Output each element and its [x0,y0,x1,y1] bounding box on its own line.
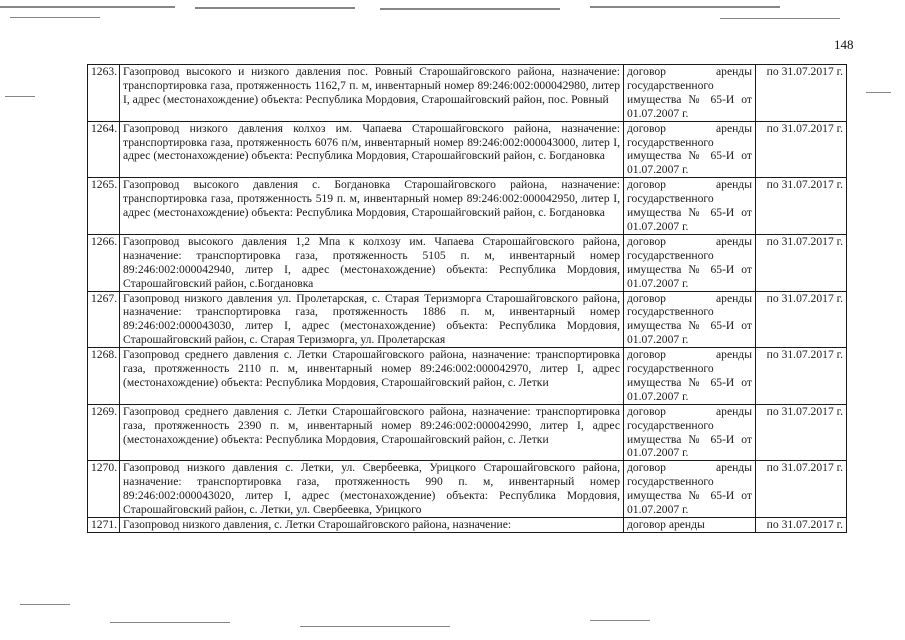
lease-term: по 31.07.2017 г. [756,234,847,291]
object-description: Газопровод низкого давления колхоз им. Чапаева Старошайговского района, назначение: транспортировка газа, протяженность 6076 п/м, инвентарный номер 89:246:002:000043000, литер I, адрес (местонахождение) объекта: Республика Мордовия, Старошайговский район, с. Богдановка [120,121,624,178]
scan-artifact [590,620,650,621]
registry-rows [88,65,847,533]
table-row [88,404,847,461]
object-description: Газопровод высокого давления 1,2 Мпа к колхозу им. Чапаева Старошайговского района, назначение: транспортировка газа, протяженность 5105 п. м, инвентарный номер 89:246:002:000042940, литер I, адрес (местонахождение) объекта: Республика Мордовия, Старошайговский район, с.Богдановка [120,234,624,291]
scan-artifact [866,92,891,93]
table-row [88,178,847,235]
legal-basis: договор аренды государственного имущества № 65-И от 01.07.2007 г. [624,65,756,122]
row-number: 1263. [88,65,120,122]
property-registry-table [87,64,847,533]
table-row [88,291,847,348]
table-row [88,348,847,405]
scan-artifact [5,96,35,97]
object-description: Газопровод среднего давления с. Летки Старошайговского района, назначение: транспортировка газа, протяженность 2390 п. м, инвентарный номер 89:246:002:000042990, литер I, адрес (местонахождение) объекта: Республика Мордовия, Старошайговский район, с. Летки [120,404,624,461]
row-number: 1268. [88,348,120,405]
object-description: Газопровод высокого давления с. Богдановка Старошайговского района, назначение: транспортировка газа, протяженность 519 п. м, инвентарный номер 89:246:002:000042950, литер I, адрес (местонахождение) объекта: Республика Мордовия, Старошайговский район, с. Богдановка [120,178,624,235]
legal-basis: договор аренды государственного имущества № 65-И от 01.07.2007 г. [624,404,756,461]
lease-term: по 31.07.2017 г. [756,404,847,461]
table-row-partial [88,518,847,533]
page-number: 148 [834,37,854,52]
scan-artifact [20,604,70,605]
legal-basis: договор аренды государственного имущества № 65-И от 01.07.2007 г. [624,234,756,291]
scan-artifact [0,6,175,8]
lease-term: по 31.07.2017 г. [756,121,847,178]
table-row [88,234,847,291]
lease-term: по 31.07.2017 г. [756,291,847,348]
scan-artifact [110,622,230,623]
scan-artifact [380,8,560,10]
lease-term: по 31.07.2017 г. [756,348,847,405]
scan-artifact [195,7,355,9]
row-number: 1271. [88,518,120,533]
lease-term: по 31.07.2017 г. [756,178,847,235]
legal-basis: договор аренды [624,518,756,533]
scan-artifact [720,18,840,19]
object-description: Газопровод среднего давления с. Летки Старошайговского района, назначение: транспортировка газа, протяженность 2110 п. м, инвентарный номер 89:246:002:000042970, литер I, адрес (местонахождение) объекта: Республика Мордовия, Старошайговский район, с. Летки [120,348,624,405]
scan-artifact [10,17,100,18]
table-row [88,65,847,122]
row-number: 1265. [88,178,120,235]
lease-term: по 31.07.2017 г. [756,65,847,122]
lease-term: по 31.07.2017 г. [756,461,847,518]
object-description: Газопровод низкого давления, с. Летки Старошайговского района, назначение: [120,518,624,533]
object-description: Газопровод низкого давления с. Летки, ул. Свербеевка, Урицкого Старошайговского района, назначение: транспортировка газа, протяженность 990 п. м, инвентарный номер 89:246:002:000043020, литер I, адрес (местонахождение) объекта: Республика Мордовия, Старошайговский район, с. Летки, ул. Свербеевка, Урицкого [120,461,624,518]
scan-artifact [300,626,450,627]
row-number: 1269. [88,404,120,461]
lease-term: по 31.07.2017 г. [756,518,847,533]
table-row [88,121,847,178]
row-number: 1264. [88,121,120,178]
object-description: Газопровод низкого давления ул. Пролетарская, с. Старая Теризморга Старошайговского района, назначение: транспортировка газа, протяженность 1886 п. м, инвентарный номер 89:246:002:000043030, литер I, адрес (местонахождение) объекта: Республика Мордовия, Старошайговский район, с. Старая Теризморга, ул. Пролетарская [120,291,624,348]
row-number: 1266. [88,234,120,291]
legal-basis: договор аренды государственного имущества № 65-И от 01.07.2007 г. [624,348,756,405]
row-number: 1270. [88,461,120,518]
object-description: Газопровод высокого и низкого давления пос. Ровный Старошайговского района, назначение: транспортировка газа, протяженность 1162,7 п. м, инвентарный номер 89:246:002:000042980, литер I, адрес (местонахождение) объекта: Республика Мордовия, Старошайговский район, пос. Ровный [120,65,624,122]
row-number: 1267. [88,291,120,348]
scan-artifact [590,6,780,8]
legal-basis: договор аренды государственного имущества № 65-И от 01.07.2007 г. [624,121,756,178]
legal-basis: договор аренды государственного имущества № 65-И от 01.07.2007 г. [624,291,756,348]
table-row [88,461,847,518]
legal-basis: договор аренды государственного имущества № 65-И от 01.07.2007 г. [624,178,756,235]
legal-basis: договор аренды государственного имущества № 65-И от 01.07.2007 г. [624,461,756,518]
